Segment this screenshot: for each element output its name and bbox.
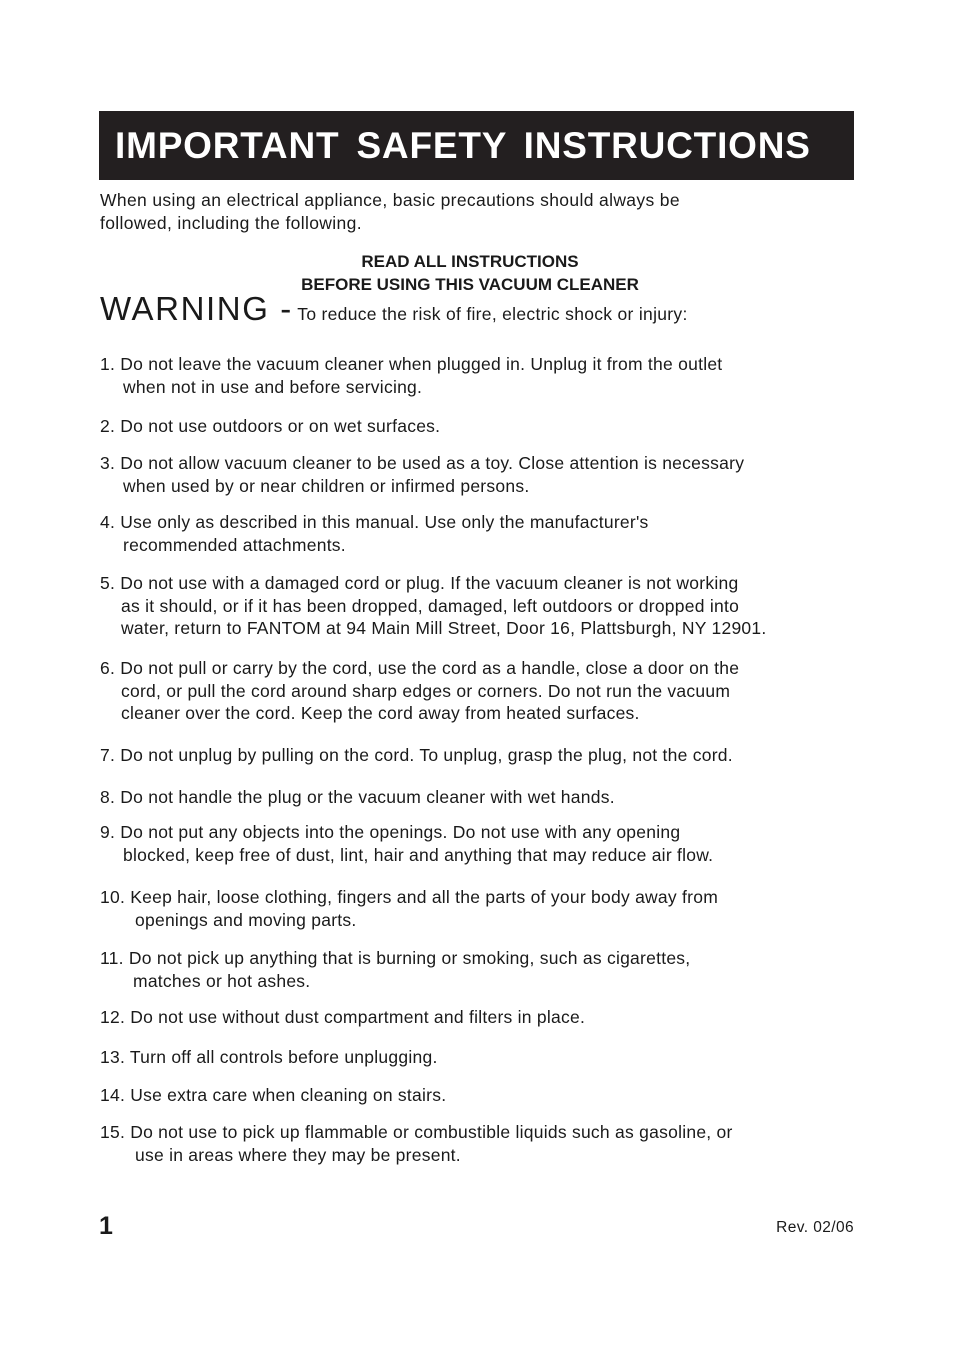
instruction-text: Do not pull or carry by the cord, use the cord as a handle, close a door on the	[120, 658, 740, 678]
instruction-text: Do not unplug by pulling on the cord. To unplug, grasp the plug, not the cord.	[120, 745, 733, 765]
instruction-continuation-line: use in areas where they may be present.	[135, 1144, 461, 1165]
warning-text: To reduce the risk of fire, electric shock or injury:	[297, 304, 688, 324]
instruction-item	[100, 1121, 890, 1166]
instruction-number: 11.	[100, 948, 124, 968]
instruction-number: 2.	[100, 416, 116, 436]
intro-line: When using an electrical appliance, basic precautions should always be	[100, 190, 680, 210]
instruction-continuation-line: when not in use and before servicing.	[123, 376, 423, 397]
intro-paragraph	[100, 189, 820, 235]
read-all-line: READ ALL INSTRUCTIONS	[361, 252, 579, 271]
instruction-text: Do not allow vacuum cleaner to be used as a toy. Close attention is necessary	[120, 453, 745, 473]
instruction-text: Use only as described in this manual. Use only the manufacturer's	[120, 512, 649, 532]
title-banner	[99, 111, 854, 180]
instruction-number: 10.	[100, 887, 126, 907]
instruction-text: Turn off all controls before unplugging.	[129, 1047, 438, 1067]
revision-label: Rev. 02/06	[776, 1219, 854, 1236]
instruction-item	[100, 511, 890, 556]
instruction-item	[100, 947, 890, 992]
warning-label: WARNING -	[100, 290, 293, 327]
instruction-number: 13.	[100, 1047, 126, 1067]
instruction-item	[100, 786, 890, 809]
instruction-text: Keep hair, loose clothing, fingers and all the parts of your body away from	[130, 887, 719, 907]
page-number: 1	[99, 1212, 113, 1240]
instruction-number: 9.	[100, 822, 116, 842]
instruction-continuation-line: as it should, or if it has been dropped, damaged, left outdoors or dropped into	[121, 595, 740, 616]
instruction-continuation-line: cleaner over the cord. Keep the cord away from heated surfaces.	[121, 703, 640, 723]
instruction-item	[100, 1084, 890, 1107]
instruction-continuation-line: water, return to FANTOM at 94 Main Mill Street, Door 16, Plattsburgh, NY 12901.	[121, 618, 767, 638]
intro-line: followed, including the following.	[100, 213, 362, 233]
read-all-line: BEFORE USING THIS VACUUM CLEANER	[301, 275, 639, 294]
instruction-text: Do not use to pick up flammable or combustible liquids such as gasoline, or	[130, 1122, 733, 1142]
instruction-first-line	[100, 572, 890, 595]
instruction-text: Use extra care when cleaning on stairs.	[130, 1085, 447, 1105]
instruction-number: 1.	[100, 354, 116, 374]
instruction-number: 8.	[100, 787, 116, 807]
instruction-first-line	[100, 886, 890, 909]
instruction-first-line	[100, 1084, 890, 1107]
instruction-number: 6.	[100, 658, 116, 678]
instruction-first-line	[100, 511, 890, 534]
instruction-continuation-line: blocked, keep free of dust, lint, hair and anything that may reduce air flow.	[123, 844, 714, 865]
instruction-first-line	[100, 353, 890, 376]
instruction-item	[100, 1006, 890, 1029]
instruction-item	[100, 572, 890, 640]
instruction-first-line	[100, 821, 890, 844]
instruction-first-line	[100, 452, 890, 475]
instruction-item	[100, 886, 890, 931]
instruction-text: Do not use outdoors or on wet surfaces.	[120, 416, 441, 436]
instruction-item	[100, 744, 890, 767]
instruction-first-line	[100, 657, 890, 680]
instruction-item	[100, 1046, 890, 1069]
instruction-item	[100, 415, 890, 438]
instruction-number: 12.	[100, 1007, 126, 1027]
instruction-continuation-line: openings and moving parts.	[135, 909, 357, 930]
instruction-number: 5.	[100, 573, 116, 593]
instruction-text: Do not put any objects into the openings. Do not use with any opening	[120, 822, 681, 842]
instruction-first-line	[100, 744, 890, 767]
instruction-continuation-line: recommended attachments.	[123, 534, 346, 555]
instruction-text: Do not handle the plug or the vacuum cleaner with wet hands.	[120, 787, 615, 807]
instruction-number: 4.	[100, 512, 116, 532]
instruction-first-line	[100, 1046, 890, 1069]
instruction-continuation-line: cord, or pull the cord around sharp edges or corners. Do not run the vacuum	[121, 680, 731, 701]
instruction-first-line	[100, 786, 890, 809]
instruction-item	[100, 821, 890, 866]
instruction-text: Do not use without dust compartment and filters in place.	[130, 1007, 586, 1027]
instruction-item	[100, 353, 890, 398]
instruction-number: 3.	[100, 453, 116, 473]
instruction-text: Do not pick up anything that is burning or smoking, such as cigarettes,	[128, 948, 691, 968]
instruction-continuation-line: when used by or near children or infirmed persons.	[123, 475, 530, 496]
instruction-number: 7.	[100, 745, 116, 765]
page-title: IMPORTANT SAFETY INSTRUCTIONS	[115, 124, 811, 166]
instruction-item	[100, 657, 890, 725]
instruction-number: 14.	[100, 1085, 126, 1105]
instruction-item	[100, 452, 890, 497]
instruction-text: Do not use with a damaged cord or plug. If the vacuum cleaner is not working	[120, 573, 739, 593]
instruction-text: Do not leave the vacuum cleaner when plugged in. Unplug it from the outlet	[120, 354, 723, 374]
instruction-first-line	[100, 947, 890, 970]
instruction-number: 15.	[100, 1122, 126, 1142]
instruction-first-line	[100, 415, 890, 438]
instruction-first-line	[100, 1121, 890, 1144]
instruction-continuation-line: matches or hot ashes.	[133, 970, 311, 991]
warning-line	[100, 290, 688, 328]
instruction-first-line	[100, 1006, 890, 1029]
